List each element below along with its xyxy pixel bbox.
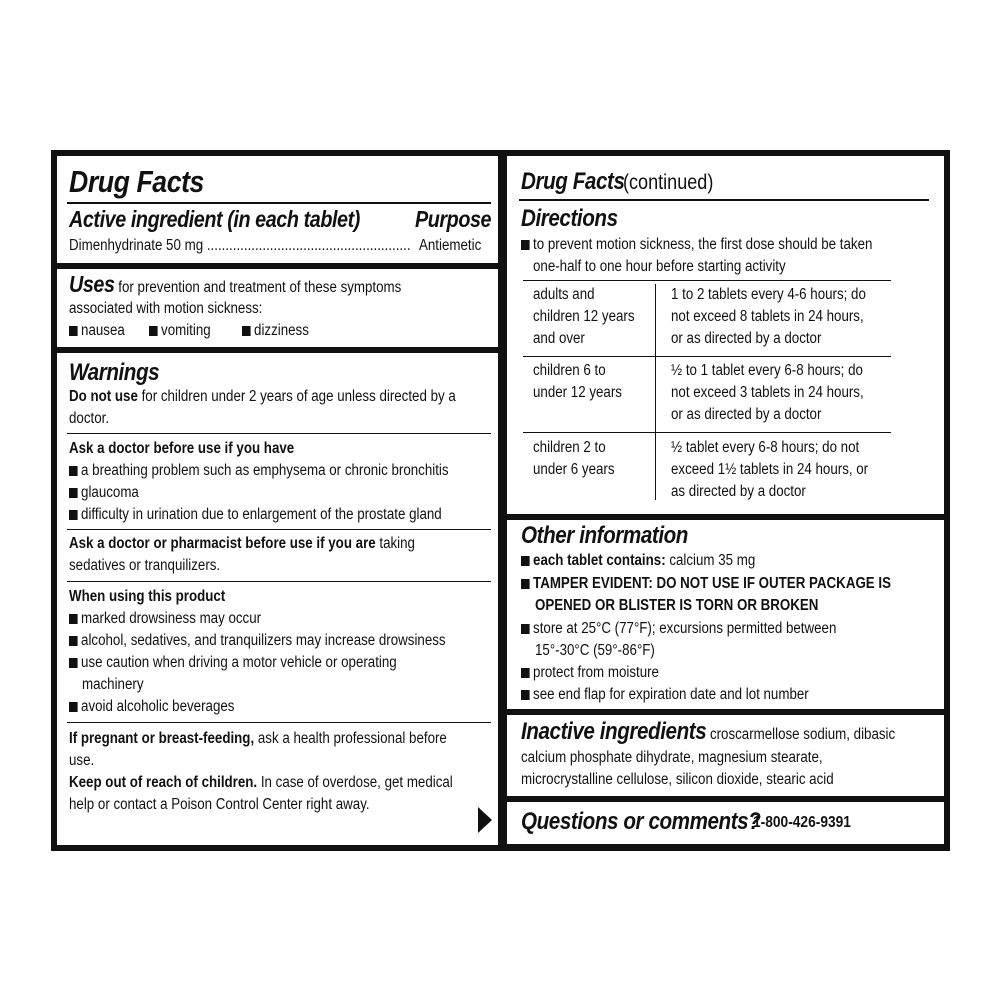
dosing-age: children 6 to — [533, 362, 606, 379]
when-using-item: marked drowsiness may occur — [81, 610, 262, 627]
divider — [67, 529, 491, 530]
divider — [67, 433, 491, 434]
table-column-divider — [655, 284, 656, 500]
keep-out-label: Keep out of reach of children. — [69, 774, 258, 791]
ask-doctor-heading: Ask a doctor before use if you have — [69, 440, 295, 457]
questions-heading: Questions or comments? — [521, 808, 761, 835]
ask-doctor-item: difficulty in urination due to enlargement of the prostate gland — [81, 506, 442, 523]
questions-panel — [507, 802, 944, 844]
keep-out-text-cont: help or contact a Poison Control Center right away. — [69, 796, 370, 813]
bullet — [149, 326, 158, 336]
bullet — [521, 690, 530, 700]
dosing-amount: exceed 1½ tablets in 24 hours, or — [671, 461, 869, 478]
divider — [67, 581, 491, 582]
pregnant-text: ask a health professional before — [257, 730, 447, 747]
bullet — [69, 702, 78, 712]
inactive-ingredients-text-cont: microcrystalline cellulose, silicon dioxide, stearic acid — [521, 771, 834, 788]
ask-pharmacist-text-cont: sedatives or tranquilizers. — [69, 557, 221, 574]
dosing-amount: or as directed by a doctor — [671, 330, 822, 347]
dosing-age: and over — [533, 330, 585, 347]
warnings-panel — [57, 353, 498, 845]
drug-facts-continued-title: Drug Facts — [521, 168, 625, 195]
bullet — [242, 326, 251, 336]
when-using-item: avoid alcoholic beverages — [81, 698, 235, 715]
bullet — [521, 668, 530, 678]
ask-pharmacist-text: taking — [379, 535, 415, 552]
keep-out-text: In case of overdose, get medical — [260, 774, 453, 791]
use-item-vomiting: vomiting — [161, 322, 211, 339]
continued-label: (continued) — [623, 171, 714, 194]
storage-text: store at 25°C (77°F); excursions permitted between — [533, 620, 837, 637]
tablet-contains-label: each tablet contains: — [533, 552, 666, 569]
do-not-use-label: Do not use — [69, 388, 138, 405]
directions-intro: to prevent motion sickness, the first dose should be taken — [533, 236, 873, 253]
directions-intro-cont: one-half to one hour before starting activity — [533, 258, 786, 275]
inactive-ingredients-panel — [507, 715, 944, 796]
directions-panel — [507, 156, 944, 514]
drug-facts-header-panel — [57, 156, 498, 263]
tamper-evident-text-cont: OPENED OR BLISTER IS TORN OR BROKEN — [535, 597, 819, 614]
use-item-nausea: nausea — [81, 322, 125, 339]
divider — [67, 722, 491, 723]
when-using-item: use caution when driving a motor vehicle or operating — [81, 654, 397, 671]
tablet-contains-text: calcium 35 mg — [669, 552, 756, 569]
pregnant-label: If pregnant or breast-feeding, — [69, 730, 255, 747]
table-row-divider — [523, 356, 891, 357]
do-not-use-text-cont: doctor. — [69, 410, 110, 427]
do-not-use-text: for children under 2 years of age unless directed by a — [141, 388, 456, 405]
uses-text: for prevention and treatment of these symptoms — [118, 279, 402, 296]
ingredient-dots: ....................................................... — [206, 237, 411, 254]
inactive-ingredients-heading: Inactive ingredients — [521, 718, 707, 745]
dosing-age: under 12 years — [533, 384, 622, 401]
phone-number: 1-800-426-9391 — [753, 814, 851, 831]
bullet — [521, 240, 530, 250]
inactive-ingredients-text-cont: calcium phosphate dihydrate, magnesium stearate, — [521, 749, 823, 766]
purpose-heading: Purpose — [415, 206, 492, 232]
use-item-dizziness: dizziness — [254, 322, 309, 339]
ingredient-purpose: Antiemetic — [419, 237, 482, 254]
directions-heading: Directions — [521, 205, 618, 232]
dosing-amount: not exceed 8 tablets in 24 hours, — [671, 308, 864, 325]
drug-facts-title: Drug Facts — [69, 164, 204, 199]
dosing-age: children 2 to — [533, 439, 606, 456]
bullet — [521, 579, 530, 589]
divider — [67, 202, 491, 204]
expiration-text: see end flap for expiration date and lot number — [533, 686, 809, 703]
dosing-age: children 12 years — [533, 308, 635, 325]
dosing-amount: or as directed by a doctor — [671, 406, 822, 423]
ask-doctor-item: a breathing problem such as emphysema or chronic bronchitis — [81, 462, 449, 479]
bullet — [69, 488, 78, 498]
tamper-evident-text: TAMPER EVIDENT: DO NOT USE IF OUTER PACKAGE IS — [533, 575, 892, 592]
divider — [519, 199, 929, 201]
moisture-text: protect from moisture — [533, 664, 659, 681]
other-information-heading: Other information — [521, 522, 688, 549]
ask-pharmacist-label: Ask a doctor or pharmacist before use if you are — [69, 535, 376, 552]
drug-facts-label — [51, 150, 950, 851]
warnings-heading: Warnings — [69, 359, 160, 386]
inactive-ingredients-text: croscarmellose sodium, dibasic — [709, 726, 896, 743]
bullet — [521, 624, 530, 634]
active-ingredient-heading: Active ingredient (in each tablet) — [69, 206, 360, 232]
bullet — [69, 326, 78, 336]
bullet — [69, 466, 78, 476]
other-information-panel — [507, 520, 944, 709]
when-using-item-cont: machinery — [82, 676, 144, 693]
storage-text-cont: 15°-30°C (59°-86°F) — [535, 642, 655, 659]
bullet — [69, 658, 78, 668]
dosing-amount: 1 to 2 tablets every 4-6 hours; do — [671, 286, 866, 303]
bullet — [521, 556, 530, 566]
pregnant-text-cont: use. — [69, 752, 95, 769]
ingredient-name: Dimenhydrinate 50 mg — [69, 237, 204, 254]
uses-panel — [57, 269, 498, 347]
dosing-amount: ½ tablet every 6-8 hours; do not — [671, 439, 860, 456]
dosing-amount: not exceed 3 tablets in 24 hours, — [671, 384, 864, 401]
dosing-age: under 6 years — [533, 461, 615, 478]
dosing-amount: as directed by a doctor — [671, 483, 806, 500]
ask-doctor-item: glaucoma — [81, 484, 139, 501]
when-using-item: alcohol, sedatives, and tranquilizers may increase drowsiness — [81, 632, 446, 649]
bullet — [69, 510, 78, 520]
table-top-border — [523, 280, 891, 281]
dosing-age: adults and — [533, 286, 595, 303]
bullet — [69, 636, 78, 646]
when-using-heading: When using this product — [69, 588, 226, 605]
uses-heading: Uses — [69, 271, 115, 297]
continued-arrow-icon — [478, 807, 492, 833]
dosing-amount: ½ to 1 tablet every 6-8 hours; do — [671, 362, 863, 379]
table-row-divider — [523, 432, 891, 433]
bullet — [69, 614, 78, 624]
uses-text-cont: associated with motion sickness: — [69, 300, 263, 317]
